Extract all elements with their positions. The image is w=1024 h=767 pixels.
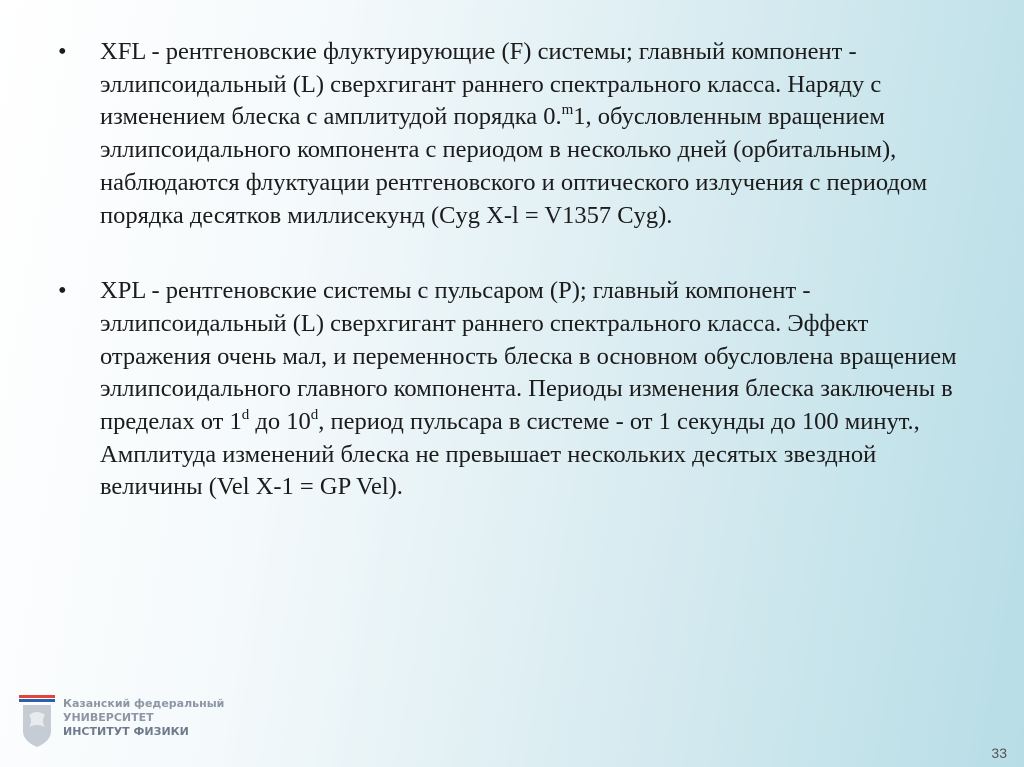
bullet-xpl-text-part2: до 10 [249, 408, 311, 436]
university-name-line2: УНИВЕРСИТЕТ [63, 711, 154, 724]
bullet-xfl-text-part2: 1, обусловленным вращением эллипсоидального компонента с периодом в несколько дней (орбитальным), наблюдаются флуктуации рентгеновского и оптического излучения с периодом порядка десятков миллисекунд (Cyg X-l = V1357 Cyg). [100, 103, 928, 229]
bullet-xfl-text [100, 38, 927, 229]
university-emblem-icon [17, 693, 57, 749]
bullet-xfl-text-part1: XFL - рентгеновские флуктуирующие (F) системы; главный компонент - эллипсоидальный (L) сверхгигант раннего спектрального класса. Наряду с изменением блеска с амплитудой порядка 0. [100, 38, 882, 131]
institute-name: ИНСТИТУТ ФИЗИКИ [63, 725, 189, 738]
bullet-xfl [58, 36, 978, 232]
bullet-marker: • [58, 38, 67, 65]
university-logo [17, 693, 227, 753]
bullet-xpl-text [100, 277, 957, 500]
bullet-xpl [58, 275, 978, 504]
slide-body [58, 36, 978, 504]
magnitude-superscript: m [561, 102, 574, 119]
page-number: 33 [991, 745, 1007, 761]
university-name [63, 697, 224, 739]
bullet-marker: • [58, 277, 67, 305]
day-superscript: d [310, 406, 319, 423]
day-superscript: d [241, 406, 250, 423]
university-name-line1: Казанский федеральный [63, 697, 225, 710]
bullet-xpl-text-part3: , период пульсара в системе - от 1 секунды до 100 минут., Амплитуда изменений блеска не превышает нескольких десятых звездной величины (Vel X-1 = GP Vel). [100, 408, 920, 501]
bullet-xpl-text-part1: XPL - рентгеновские системы с пульсаром (Р); главный компонент - эллипсоидальный (L) сверхгигант раннего спектрального класса. Эффект отражения очень мал, и переменность блеска в основном обусловлена вращением эллипсоидального главного компонента. Периоды изменения блеска заключены в пределах от 1 [100, 277, 957, 436]
